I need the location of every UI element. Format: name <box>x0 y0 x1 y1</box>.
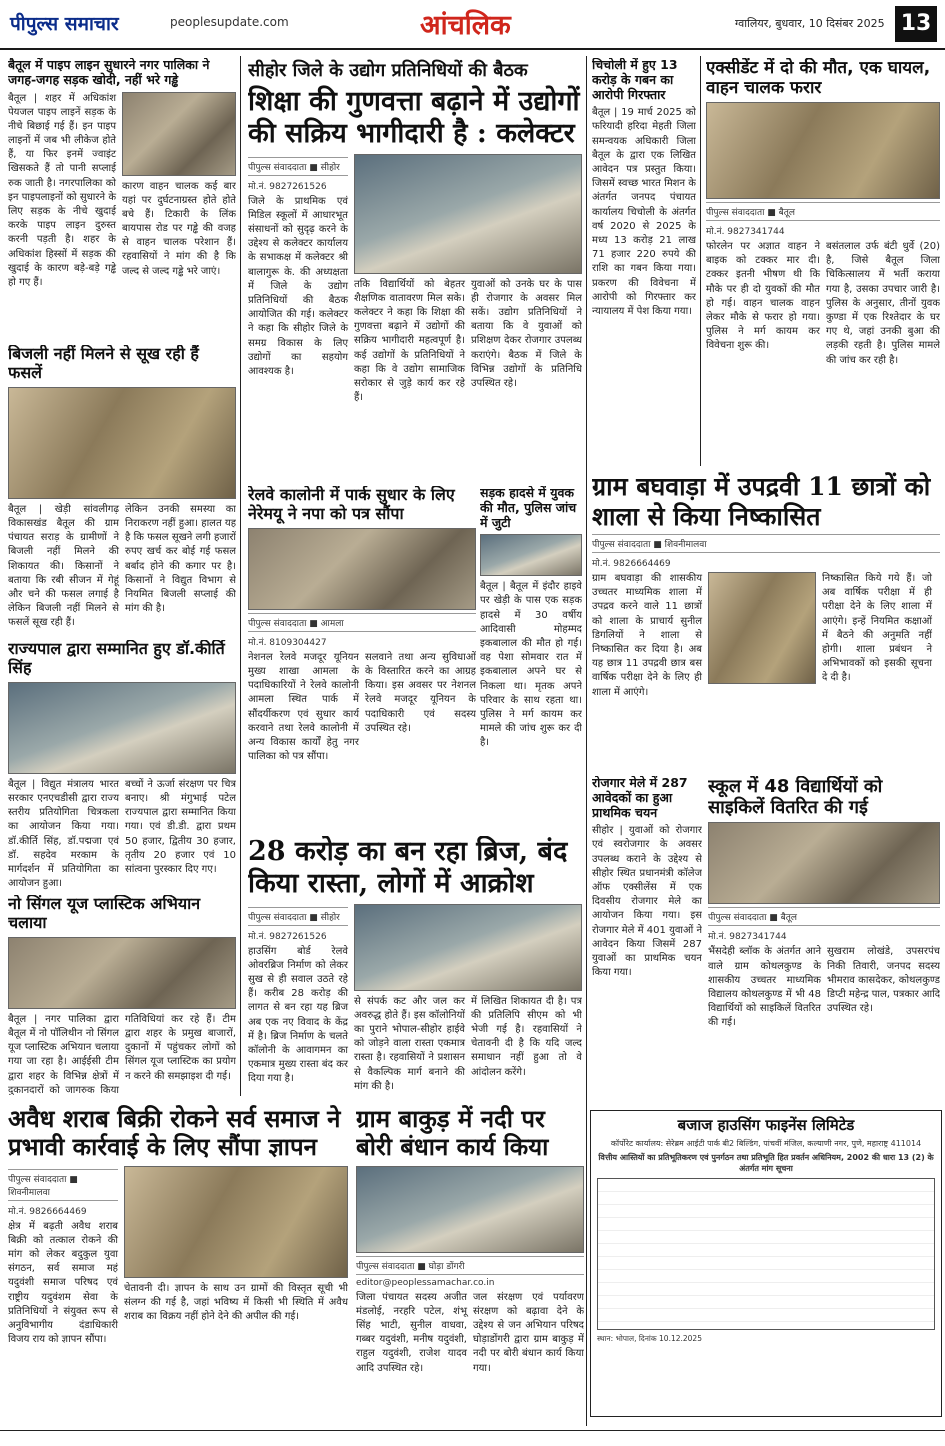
headline[interactable]: बिजली नहीं मिलने से सूख रही हैं फसलें <box>8 345 199 382</box>
headline[interactable]: रेलवे कालोनी में पार्क सुधार के लिए नेरेमयू ने नपा को पत्र सौंपा <box>248 486 455 523</box>
byline: पीपुल्स संवाददाता ■ आमला <box>248 613 476 632</box>
news-photo <box>122 92 236 176</box>
article-electricity[interactable] <box>8 345 236 635</box>
issue-date: ग्वालियर, बुधवार, 10 दिसंबर 2025 <box>735 17 885 30</box>
ad-title: बजाज हाउसिंग फाइनेंस लिमिटेड <box>677 1116 855 1134</box>
article-body: सीहोर | युवाओं को रोजगार एवं स्वरोजगार के अवसर उपलब्ध कराने के उद्देश्य से सीहोर स्थित प्रधानमंत्री कॉलेज ऑफ एक्सीलेंस में एक दिवसीय रोजगार मेले का आयोजन किया गया। इस रोजगार मेले में 401 युवाओं ने आवेदन किया जिसमें 287 युवाओं का प्राथमिक चयन किया गया। <box>592 825 702 979</box>
article-illegal-liquor[interactable] <box>8 1105 348 1425</box>
article-body: बैतूल | नगर पालिका द्वारा बैतूल में नो पॉलिथीन नो सिंगल यूज प्लास्टिक अभियान चलाया गया जा रहा है। आईईसी टीम द्वारा शहर के विभिन्न क्षेत्रों में दुकानदारों को जागरुक किया <box>8 1013 119 1095</box>
ad-subtitle: कॉर्पोरेट कार्यालय: सेरेब्रम आईटी पार्क बी2 बिल्डिंग, पांचवीं मंजिल, कल्याणी नगर, पुणे, महाराष्ट्र 411014 <box>610 1139 922 1148</box>
article-governor-award[interactable] <box>8 640 236 890</box>
headline[interactable]: शिक्षा की गुणवत्ता बढ़ाने में उद्योगों की सक्रिय भागीदारी है : कलेक्टर <box>248 86 580 149</box>
headline[interactable]: चिचोली में हुए 13 करोड़ के गबन का आरोपी गिरफ्तार <box>592 58 678 102</box>
ad-footer: स्थान: भोपाल, दिनांक 10.12.2025 <box>597 1334 702 1343</box>
byline: पीपुल्स संवाददाता ■ बैतूल <box>708 907 940 926</box>
article-river-dam[interactable] <box>356 1105 584 1425</box>
masthead <box>0 0 945 50</box>
article-pipeline[interactable] <box>8 58 236 328</box>
headline[interactable]: रोजगार मेले में 287 आवेदकों का हुआ प्राथमिक चयन <box>592 776 688 820</box>
reporter-contact: मो.नं. 9827261526 <box>248 181 327 192</box>
article-body: जिला पंचायत सदस्य अजीत मंडलोई, नरहरि पटेल, शंभू सिंह भाटी, सुनील वाधवा, गब्बर यदुवंशी, मनीष यदुवंशी, राहुल यदुवंशी, राजेश यादव आदि उपस्थित रहे। <box>356 1291 467 1374</box>
article-body: सुखराम लोखंडे, उपसरपंच निकी तिवारी, जनपद सदस्य भीमराव कासदेकर, कोथलकुण्ड डिप्टी महेन्द्र पाल, पत्रकार आदि उपस्थित रहे। <box>827 946 940 1015</box>
news-photo <box>248 528 476 610</box>
reporter-contact: मो.नं. 9826664469 <box>592 559 671 569</box>
article-body: युवाओं को उनके घर के पास ही रोजगार के अवसर मिल सकें। उद्योग प्रतिनिधियों ने बताया कि वे युवाओं को प्रशिक्षण देकर रोजगार उपलब्ध कराएंगे। बैठक में जिले के विभिन्न उद्योगों के प्रतिनिधि उपस्थित रहे। <box>471 278 582 390</box>
headline[interactable]: एक्सीडेंट में दो की मौत, एक घायल, वाहन चालक फरार <box>706 58 931 99</box>
article-body: जल संरक्षण एवं पर्यावरण संरक्षण को बढ़ावा देने के उद्देश्य से जन अभियान परिषद घोड़ाडोंगरी द्वारा ग्राम बाकुड़ में नदी पर बोरी बंधान कार्य किया गया। <box>473 1291 584 1374</box>
article-body: क्षेत्र में बढ़ती अवैध शराब बिक्री को तत्काल रोकने की मांग को लेकर बदुकुल युवा संगठन, सर्व समाज महं यदुवंशी समाज परिषद एवं राष्ट्रीय यदुवंशम सेवा के प्रतिनिधियों ने संयुक्त रूप से अनुविभागीय दंडाधिकारी विजय राय को ज्ञापन सौंपा। <box>8 1220 118 1346</box>
news-photo <box>708 572 816 684</box>
article-body: सलवाने तथा अन्य सुविधाओं के विस्तारित करने का आग्रह किया। इस अवसर पर नेशनल रेलवे मजदूर यूनियन के पदाधिकारी एवं सदस्य उपस्थित रहे। <box>365 651 476 734</box>
article-body: बैतूल | बैतूल में इंदौर हाइवे पर खेड़ी के पास एक सड़क हादसे में 30 वर्षीय आदिवासी मोहम्मद इकबालाल की मौत हो गई। वह पेशा सोमवार रात में इकबालाल अपने घर से निकला था। मृतक अपने परिवार के साथ रहता था। पुलिस ने मर्ग कायम कर मामले की जांच शुरू कर दी है। <box>480 581 582 749</box>
article-plastic-campaign[interactable] <box>8 895 236 1095</box>
article-collector-meeting[interactable] <box>248 58 582 478</box>
reporter-contact[interactable]: editor@peoplessamachar.co.in <box>356 1277 495 1288</box>
article-body: गतिविधियां कर रहे हैं। टीम द्वारा शहर के प्रमुख बाजारों, दुकानों में पहुंचकर लोगों को सिंगल यूज प्लास्टिक का प्रयोग न करने की समझाइश दी गई। <box>125 1013 236 1082</box>
kicker: सीहोर जिले के उद्योग प्रतिनिधियों की बैठक <box>248 60 528 81</box>
article-bridge-protest[interactable] <box>248 836 582 1096</box>
headline[interactable]: बैतूल में पाइप लाइन सुधारने नगर पालिका ने जगह-जगह सड़क खोदी, नहीं भरे गड्ढे <box>8 58 210 87</box>
byline: पीपुल्स संवाददाता ■ बैतूल <box>706 202 940 221</box>
news-photo <box>8 387 236 499</box>
news-photo <box>354 904 582 991</box>
article-body: जिले के प्राथमिक एवं मिडिल स्कूलों में आधारभूत संसाधनों को सुदृढ़ करने के उद्देश्य से कलेक्टर कार्यालय के सभाकक्ष में कलेक्टर श्री बालागुरू के. की अध्यक्षता में जिले के उद्योग प्रतिनिधियों की बैठक आयोजित की गई। कलेक्टर ने कहा कि सीहोर जिले के समग्र विकास के लिए उद्योगों का सहयोग आवश्यक है। <box>248 195 348 377</box>
headline[interactable]: ग्राम बघवाड़ा में उपद्रवी 11 छात्रों को शाला से किया निष्कासित <box>592 472 931 531</box>
reporter-contact: मो.नं. 9826664469 <box>8 1206 87 1217</box>
byline: पीपुल्स संवाददाता ■ घोड़ा डोंगरी <box>356 1256 584 1275</box>
article-body: चेतावनी दी। ज्ञापन के साथ उन ग्रामों की विस्तृत सूची भी संलग्न की गई है, जहां भविष्य में किसी भी स्थिति में अवैध शराब का विक्रय नहीं होने देने की अपील की गई। <box>124 1282 348 1322</box>
ad-notice: वित्तीय आस्तियों का प्रतिभूतिकरण एवं पुनर्गठन तथा प्रतिभूति हित प्रवर्तन अधिनियम, 2002 की धारा 13 (2) के अंतर्गत मांग सूचना <box>598 1153 934 1173</box>
article-body: बैतूल | विद्युत मंत्रालय भारत सरकार एनएचडीसी द्वारा राज्य स्तरीय प्रतियोगिता चित्रकला का आयोजन किया गया। डॉ.कीर्ति सिंह, डॉ.पद्मजा एवं डॉ. सहदेव मरकाम के मार्गदर्शन में प्रतियोगिता का आयोजन हुआ। <box>8 778 119 890</box>
reporter-contact: मो.नं. 8109304427 <box>248 637 327 648</box>
news-photo <box>356 1166 584 1253</box>
article-body: बैतूल | खेड़ी सांवलीगढ़ विकासखंड बैतूल की ग्राम पंचायत सराड़ के ग्रामीणों ने बिजली नहीं मिलने की शिकायत की। किसानों ने बताया कि रबी सीजन में गेहूं और चने की फसल लगाई है लेकिन बिजली नहीं मिलने से फसलें सूख रही हैं। <box>8 503 119 629</box>
article-body: बैतूल | 19 मार्च 2025 को फरियादी हरिदा मेहती जिला समन्वयक अधिकारी जिला बैतूल के द्वारा एक लिखित आवेदन पत्र प्रस्तुत किया। जिसमें स्वच्छ भारत मिशन के अंतर्गत जनपद पंचायत कार्यालय चिचोली के अंतर्गत वर्ष 2020 से 2025 के मध्य 13 करोड़ 21 लाख 71 हजार 220 रुपये की राशि का गबन किया गया। प्रकरण की विवेचना में आरोपी को गिरफ्तार कर न्यायालय में पेश किया गया। <box>592 107 696 317</box>
reporter-contact: मो.नं. 9827341744 <box>708 932 787 943</box>
column-rule <box>700 56 701 466</box>
news-photo <box>124 1166 348 1278</box>
ad-table <box>597 1178 935 1330</box>
column-rule <box>240 56 241 1096</box>
headline[interactable]: राज्यपाल द्वारा सम्मानित हुए डॉ.कीर्ति सिंह <box>8 640 225 677</box>
news-photo <box>706 102 940 199</box>
headline[interactable]: 28 करोड़ का बन रहा ब्रिज, बंद किया रास्ता, लोगों में आक्रोश <box>248 836 568 899</box>
headline[interactable]: सड़क हादसे में युवक की मौत, पुलिस जांच में जुटी <box>480 486 577 530</box>
article-body: कारण वाहन चालक कई बार यहां पर दुर्घटनाग्रस्त होते होते बचे हैं। टिकारी के लिंक बायपास रोड पर गड्ढे की वजह से वाहन चालक परेशान हैं। रहवासियों ने मांग की है कि जल्द से जल्द गड्ढे भरे जाएं। <box>122 180 236 277</box>
news-photo <box>354 154 582 274</box>
headline[interactable]: नो सिंगल यूज प्लास्टिक अभियान चलाया <box>8 895 201 932</box>
byline: पीपुल्स संवाददाता ■ शिवनीमालवा <box>8 1169 118 1201</box>
article-railway-park[interactable] <box>248 486 476 831</box>
headline[interactable]: ग्राम बाकुड़ में नदी पर बोरी बंधान कार्य किया <box>356 1105 549 1162</box>
newspaper-logo: पीपुल्स समाचार <box>10 13 119 35</box>
article-road-accident[interactable] <box>480 486 582 831</box>
article-body: बसंतलाल उर्फ बंटी धुर्वे (20) है, जिसे बैतूल जिला चिकित्सालय में भर्ती कराया गया है, उसका उपचार जारी है। पुलिस के अनुसार, तीनों युवक कुण्डा में एक रिश्तेदार के घर गए थे, जहां उनकी बुआ की लड़की रहती है। पुलिस मामले की जांच कर रही है। <box>826 241 940 366</box>
article-body: ग्राम बघवाड़ा की शासकीय उच्चतर माध्यमिक शाला में उपद्रव करने वाले 11 छात्रों को शाला के प्राचार्य सुनील डिगलियों ने शाला से निष्कासित कर दिया है। अब यह छात्र 11 उपद्रवी छात्र बस वार्षिक परीक्षा देने के लिए ही शाला में आएंगे। <box>592 573 702 698</box>
article-body: बच्चों ने ऊर्जा संरक्षण पर चित्र बनाए। श्री मंगुभाई पटेल राज्यपाल द्वारा सम्मानित किया गया। एवं डी.डी. द्वारा प्रथम 50 हजार, द्वितीय 30 हजार, तृतीय 20 हजार एवं 10 सांत्वना पुरस्कार दिए गए। <box>125 778 236 875</box>
section-title: आंचलिक <box>420 10 511 41</box>
reporter-contact: मो.नं. 9827341744 <box>706 227 785 238</box>
news-photo <box>8 682 236 774</box>
news-photo <box>480 534 582 576</box>
news-photo <box>708 822 940 904</box>
page-footer <box>0 1430 945 1446</box>
byline: पीपुल्स संवाददाता ■ शिवनीमालवा <box>592 534 940 553</box>
article-body: भैंसदेही ब्लॉक के अंतर्गत आने वाले ग्राम कोथलकुण्ड के शासकीय उच्चतर माध्यमिक विद्यालय कोथलकुण्ड में भी 48 विद्यार्थियों को साइकिलें वितरित की गई। <box>708 946 821 1029</box>
article-body: निष्कासित किये गये हैं। जो अब वार्षिक परीक्षा में ही परीक्षा देने के लिए शाला में आएंगे। इन्हें नियमित कक्षाओं में बैठने की अनुमति नहीं होगी। शाला प्रबंधन ने अभिभावकों को इसकी सूचना दे दी है। <box>822 573 932 684</box>
article-body: लेकिन उनकी समस्या का निराकरण नहीं हुआ। हालत यह है कि फसल सूखने लगी हजारों रुपए खर्च कर बोई गई फसल बर्बाद होने की कगार पर है। किसानों ने विद्युत विभाग से नियमित बिजली सप्लाई की मांग की है। <box>125 503 236 615</box>
page-number: 13 <box>895 6 937 42</box>
article-body: बैतूल | शहर में अधिकांश पेयजल पाइप लाइनें सड़क के नीचे बिछाई गई हैं। इन पाइप लाइनों में जब भी लीकेज होते हैं, या फिर इनमें ज्वाइंट खिसकते हैं तो पानी सप्लाई रुक जाती है। नगरपालिका को इन पाइपलाइनों को सुधारने के लिए सड़क के नीचे खुदाई करके पाइप लाइन दुरुस्त करनी पड़ती है। शहर के अधिकांश हिस्सों में सड़क की खुदाई के कारण बड़े-बड़े गड्ढे हो गए हैं। <box>8 92 116 288</box>
reporter-contact: मो.नं. 9827261526 <box>248 931 327 942</box>
article-body: नेशनल रेलवे मजदूर यूनियन मुख्य शाखा आमला के पदाधिकारियों ने रेलवे कालोनी आमला स्थित पार्क में सौंदर्यीकरण एवं सुधार कार्य करवाने तथा रेलवे कालोनी में अन्य विकास कार्यों हेतु नगर पालिका को पत्र सौंपा। <box>248 651 359 763</box>
byline: पीपुल्स संवाददाता ■ सीहोर <box>248 157 348 176</box>
column-rule <box>586 56 587 1426</box>
bank-notice-ad[interactable] <box>590 1110 942 1417</box>
headline[interactable]: स्कूल में 48 विद्यार्थियों को साइकिलें वितरित की गई <box>708 776 883 819</box>
byline: पीपुल्स संवाददाता ■ सीहोर <box>248 907 348 926</box>
website-link[interactable]: peoplesupdate.com <box>170 15 289 29</box>
article-accident[interactable] <box>706 58 940 463</box>
article-job-fair[interactable] <box>592 776 702 1104</box>
article-body: हाउसिंग बोर्ड रेलवे ओवरब्रिज निर्माण को लेकर सुख से ही सवाल उठते रहे हैं। करीब 28 करोड़ की लागत से बन रहा यह ब्रिज अब एक नए विवाद के केंद्र में है। ब्रिज निर्माण के चलते कॉलोनी के आवागमन का एकमात्र मुख्य रास्ता बंद कर दिया गया है। <box>248 945 348 1085</box>
article-body: में लिखित शिकायत दी है। पत्र की प्रतिलिपि सीएम को भी भेजी गई है। रहवासियों ने चेतावनी दी है कि यदि जल्द समाधान नहीं हुआ तो वे आंदोलन करेंगे। <box>471 995 582 1078</box>
news-photo <box>8 937 236 1009</box>
article-body: से संपर्क कट और जल कर अवरुद्ध होते हैं। इस कॉलोनियों का पुराने भोपाल-सीहोर हाईवे को जोड़ने वाला रास्ता एकमात्र रास्ता है। रहवासियों ने प्रशासन से वैकल्पिक मार्ग बनाने की मांग की है। <box>354 995 465 1092</box>
article-cycle-distribution[interactable] <box>708 776 940 1104</box>
article-expelled-students[interactable] <box>592 472 940 772</box>
article-body: फोरलेन पर अज्ञात वाहन ने बाइक को टक्कर मार दी। टक्कर इतनी भीषण थी कि मौके पर ही दो युवकों की मौत हो गई। वाहन चालक वाहन लेकर मौके से फरार हो गया। पुलिस ने मर्ग कायम कर विवेचना शुरू की। <box>706 241 820 352</box>
headline[interactable]: अवैध शराब बिक्री रोकने सर्व समाज ने प्रभावी कार्रवाई के लिए सौंपा ज्ञापन <box>8 1105 341 1162</box>
article-embezzlement[interactable] <box>592 58 696 463</box>
article-body: तकि विद्यार्थियों को बेहतर शैक्षणिक वातावरण मिल सके। कलेक्टर ने कहा कि शिक्षा की गुणवत्ता बढ़ाने में उद्योगों की सक्रिय भागीदारी महत्वपूर्ण है। कई उद्योगों के प्रतिनिधियों ने कहा कि वे उद्योग सामाजिक सरोकार से जुड़े कार्य कर रहे हैं। <box>354 278 465 404</box>
